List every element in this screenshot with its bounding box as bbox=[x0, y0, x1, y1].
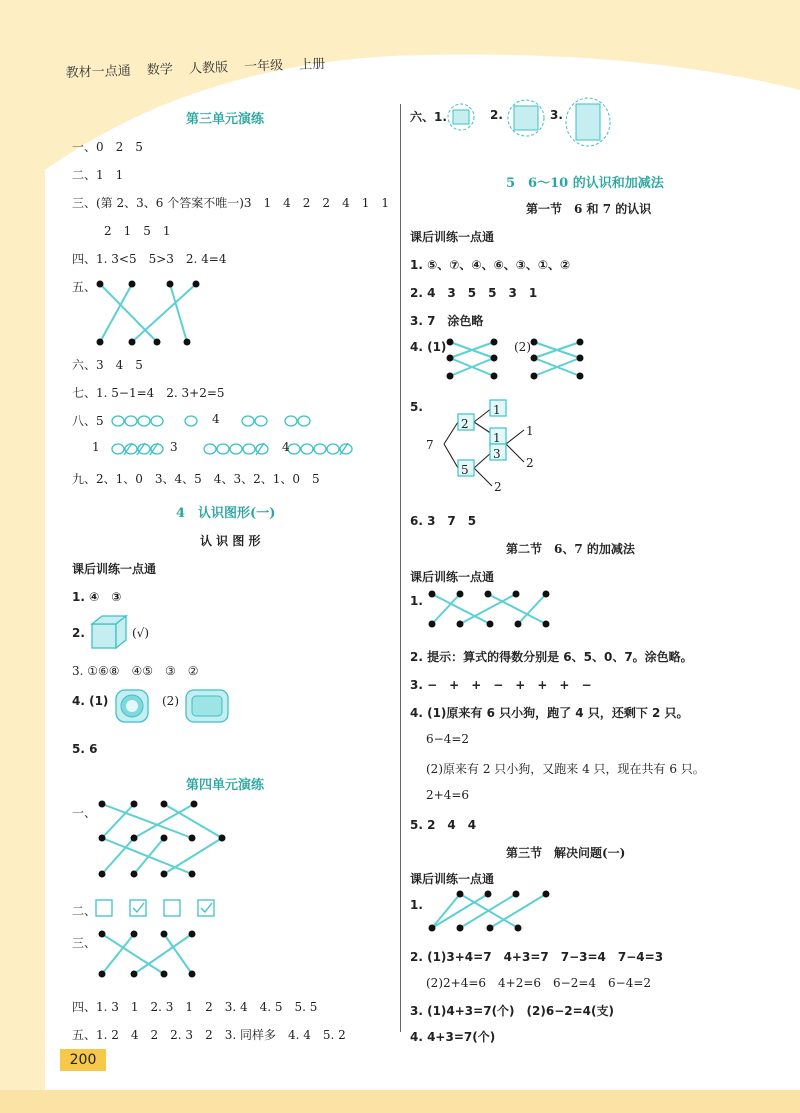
dot bbox=[487, 925, 494, 932]
unit3-q4: 四、1. 3<5 5>3 2. 4=4 bbox=[72, 252, 227, 266]
unit3-q8-circles-row1 bbox=[110, 413, 330, 429]
six-q2: 2. bbox=[490, 108, 503, 122]
unit3-q8-a: 八、5 bbox=[72, 414, 104, 428]
ch4-q2-answer: (√) bbox=[132, 626, 150, 640]
ch4-q3: 3. ①⑥⑧ ④⑤ ③ ② bbox=[72, 664, 199, 678]
dot bbox=[531, 355, 538, 362]
sphere-shape-icon bbox=[114, 688, 150, 724]
dot bbox=[99, 871, 106, 878]
sec1-title: 第一节 6 和 7 的认识 bbox=[526, 202, 652, 216]
dot bbox=[99, 931, 106, 938]
ch4-practice: 课后训练一点通 bbox=[72, 562, 157, 576]
unit3-q3-cont: 2 1 5 1 bbox=[104, 224, 171, 238]
dot bbox=[491, 373, 498, 380]
dot bbox=[131, 931, 138, 938]
sec3-q1-matching-diagram bbox=[426, 888, 556, 934]
sec2-q4-eq2: 2+4=6 bbox=[426, 788, 470, 802]
sec1-q4-diagram-2 bbox=[528, 336, 590, 382]
sec1-q3: 3. 7 涂色略 bbox=[410, 314, 484, 328]
header-book: 教材一点通 bbox=[65, 63, 131, 81]
ch4-q5: 5. 6 bbox=[72, 742, 98, 756]
ch5-title: 5 6～10 的认识和加减法 bbox=[506, 176, 664, 191]
dot bbox=[189, 871, 196, 878]
header-grade: 一年级 bbox=[243, 58, 284, 75]
sec2-q4-b: (2)原来有 2 只小狗，又跑来 4 只，现在共有 6 只。 bbox=[426, 762, 705, 776]
tree-leaf-2b: 2 bbox=[494, 480, 502, 494]
ch4-q4-b: (2) bbox=[162, 694, 179, 708]
header-volume: 上册 bbox=[298, 56, 326, 73]
unit4-q1: 一、 bbox=[72, 806, 97, 820]
dot bbox=[97, 339, 104, 346]
ch4-q2: 2. bbox=[72, 626, 85, 640]
cylinder-top-icon bbox=[446, 102, 476, 132]
dot bbox=[154, 339, 161, 346]
dot bbox=[543, 621, 550, 628]
dot bbox=[491, 355, 498, 362]
sec3-title: 第三节 解决问题(一) bbox=[506, 846, 626, 860]
dot bbox=[131, 835, 138, 842]
sec1-q6: 6. 3 7 5 bbox=[410, 514, 477, 528]
dot bbox=[99, 971, 106, 978]
dot bbox=[447, 339, 454, 346]
dot bbox=[513, 891, 520, 898]
tree-root: 7 bbox=[426, 438, 434, 452]
sec3-q2: 2. (1)3+4=7 4+3=7 7−3=4 7−4=3 bbox=[410, 950, 664, 964]
unit4-q5: 五、1. 2 4 2 2. 3 2 3. 同样多 4. 4 5. 2 bbox=[72, 1028, 346, 1042]
unit3-q2: 二、1 1 bbox=[72, 168, 124, 182]
dot bbox=[487, 621, 494, 628]
ch4-title: 4 认识图形(一) bbox=[176, 506, 276, 521]
dot bbox=[457, 925, 464, 932]
cube-icon bbox=[90, 614, 130, 650]
tree-leaf-1: 1 bbox=[526, 424, 534, 438]
sec1-q4-b: (2) bbox=[514, 340, 531, 354]
dot bbox=[161, 871, 168, 878]
dot bbox=[513, 591, 520, 598]
column-divider bbox=[400, 104, 401, 1032]
sec2-q1-matching-diagram bbox=[426, 588, 556, 630]
dot bbox=[191, 801, 198, 808]
sec1-practice: 课后训练一点通 bbox=[410, 230, 495, 244]
sec1-q4-a: 4. (1) bbox=[410, 340, 447, 354]
sec3-practice: 课后训练一点通 bbox=[410, 872, 495, 886]
box-shape-icon bbox=[184, 688, 230, 724]
page-number: 200 bbox=[60, 1049, 106, 1071]
six-q3: 3. bbox=[550, 108, 563, 122]
sec1-q4-diagram-1 bbox=[444, 336, 504, 382]
tree-node-2: 2 bbox=[461, 417, 469, 431]
dot bbox=[161, 971, 168, 978]
dot bbox=[457, 891, 464, 898]
dot bbox=[129, 281, 136, 288]
header-subject: 数学 bbox=[146, 62, 174, 79]
tree-node-1a: 1 bbox=[493, 403, 501, 417]
unit3-q8-b: 4 bbox=[212, 412, 220, 426]
unit3-q5: 五、 bbox=[72, 280, 97, 294]
answer-page bbox=[60, 88, 800, 1088]
sec3-q3: 3. (1)4+3=7(个) (2)6−2=4(支) bbox=[410, 1004, 614, 1018]
dot bbox=[543, 591, 550, 598]
unit3-q3: 三、(第 2、3、6 个答案不唯一)3 1 4 2 2 4 1 1 bbox=[72, 196, 389, 210]
dot bbox=[161, 835, 168, 842]
ch4-q4-a: 4. (1) bbox=[72, 694, 109, 708]
sec2-practice: 课后训练一点通 bbox=[410, 570, 495, 584]
unit4-title: 第四单元演练 bbox=[186, 778, 265, 793]
unit3-matching-diagram bbox=[92, 278, 202, 348]
bottom-band bbox=[0, 1090, 800, 1113]
unit4-q3-matching-diagram bbox=[92, 928, 212, 980]
dot bbox=[577, 355, 584, 362]
dot bbox=[167, 281, 174, 288]
cube-top-icon bbox=[506, 98, 546, 138]
dot bbox=[99, 835, 106, 842]
dot bbox=[219, 835, 226, 842]
dot bbox=[193, 281, 200, 288]
sec2-title: 第二节 6、7 的加减法 bbox=[506, 542, 635, 556]
number-split-tree bbox=[420, 394, 550, 494]
dot bbox=[485, 591, 492, 598]
dot bbox=[457, 591, 464, 598]
dot bbox=[531, 339, 538, 346]
dot bbox=[131, 971, 138, 978]
dot bbox=[577, 373, 584, 380]
dot bbox=[447, 373, 454, 380]
unit4-q2: 二、 bbox=[72, 904, 97, 918]
sec3-q4: 4. 4+3=7(个) bbox=[410, 1030, 496, 1044]
dot bbox=[131, 801, 138, 808]
sec1-q2: 2. 4 3 5 5 3 1 bbox=[410, 286, 538, 300]
dot bbox=[429, 621, 436, 628]
unit3-q8-circles-row2 bbox=[110, 441, 370, 457]
sec3-q2-b: (2)2+4=6 4+2=6 6−2=4 6−4=2 bbox=[426, 976, 652, 990]
unit3-q7: 七、1. 5−1=4 2. 3+2=5 bbox=[72, 386, 225, 400]
unit3-title: 第三单元演练 bbox=[186, 112, 265, 127]
unit3-q6: 六、3 4 5 bbox=[72, 358, 143, 372]
dot bbox=[99, 801, 106, 808]
dot bbox=[161, 931, 168, 938]
dot bbox=[447, 355, 454, 362]
unit3-q8-e: 4 bbox=[282, 440, 290, 454]
dot bbox=[515, 621, 522, 628]
unit4-q4: 四、1. 3 1 2. 3 1 2 3. 4 4. 5 5. 5 bbox=[72, 1000, 318, 1014]
dot bbox=[131, 871, 138, 878]
sec2-q2: 2. 提示：算式的得数分别是 6、5、0、7。涂色略。 bbox=[410, 650, 693, 664]
sec1-q5: 5. bbox=[410, 400, 423, 414]
sec2-q3: 3. − + + − + + + − bbox=[410, 678, 592, 692]
sec2-q4: 4. (1)原来有 6 只小狗，跑了 4 只，还剩下 2 只。 bbox=[410, 706, 689, 720]
unit3-q8-c: 1 bbox=[92, 440, 100, 454]
dot bbox=[189, 931, 196, 938]
unit3-q1: 一、0 2 5 bbox=[72, 140, 143, 154]
sec2-q1: 1. bbox=[410, 594, 423, 608]
tree-node-3: 3 bbox=[493, 447, 501, 461]
dot bbox=[189, 971, 196, 978]
sec2-q5: 5. 2 4 4 bbox=[410, 818, 477, 832]
dot bbox=[515, 925, 522, 932]
sec1-q1: 1. ⑤、⑦、④、⑥、③、①、② bbox=[410, 258, 571, 272]
header-edition: 人教版 bbox=[188, 60, 229, 77]
dot bbox=[97, 281, 104, 288]
unit4-q1-matching-diagram bbox=[92, 798, 232, 880]
dot bbox=[161, 801, 168, 808]
unit4-q3: 三、 bbox=[72, 936, 97, 950]
tree-node-1b: 1 bbox=[493, 431, 501, 445]
unit3-q8-d: 3 bbox=[170, 440, 178, 454]
dot bbox=[429, 591, 436, 598]
ch4-q1: 1. ④ ③ bbox=[72, 590, 122, 604]
tree-node-5: 5 bbox=[461, 463, 469, 477]
dot bbox=[531, 373, 538, 380]
dot bbox=[129, 339, 136, 346]
unit3-q9: 九、2、1、0 3、4、5 4、3、2、1、0 5 bbox=[72, 472, 320, 486]
dot bbox=[429, 925, 436, 932]
ch4-subtitle: 认 识 图 形 bbox=[200, 534, 261, 548]
dot bbox=[457, 621, 464, 628]
sec2-q4-eq1: 6−4=2 bbox=[426, 732, 470, 746]
unit4-q2-checkboxes bbox=[94, 898, 224, 920]
tree-leaf-2: 2 bbox=[526, 456, 534, 470]
dot bbox=[485, 891, 492, 898]
dot bbox=[491, 339, 498, 346]
dot bbox=[189, 835, 196, 842]
sec3-q1: 1. bbox=[410, 898, 423, 912]
dot bbox=[543, 891, 550, 898]
six-q1: 六、1. bbox=[410, 110, 447, 124]
prism-top-icon bbox=[564, 96, 612, 148]
dot bbox=[184, 339, 191, 346]
dot bbox=[577, 339, 584, 346]
